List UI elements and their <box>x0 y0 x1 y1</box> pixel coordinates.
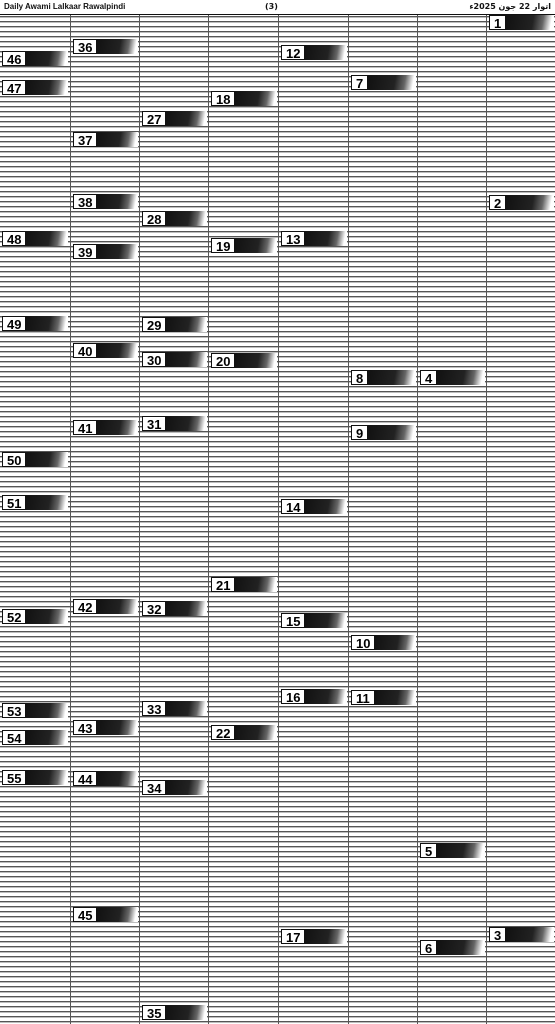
newspaper-title: Daily Awami Lalkaar Rawalpindi <box>4 2 126 11</box>
ad-heading-10: 10 <box>351 635 416 650</box>
ad-heading-45: 45 <box>73 907 138 922</box>
ad-column-1 <box>0 15 70 1024</box>
ad-heading-16: 16 <box>281 689 347 704</box>
ad-heading-52: 52 <box>2 609 68 624</box>
ad-column-5 <box>278 15 348 1024</box>
ad-heading-8: 8 <box>351 370 416 385</box>
ad-heading-22: 22 <box>211 725 277 740</box>
masthead-strip <box>0 0 555 15</box>
ad-heading-34: 34 <box>142 780 207 795</box>
ad-heading-2: 2 <box>489 195 554 210</box>
ad-heading-36: 36 <box>73 39 138 54</box>
ad-heading-9: 9 <box>351 425 416 440</box>
issue-date: اتوار 22 جون 2025ء <box>469 2 551 11</box>
ad-heading-43: 43 <box>73 720 138 735</box>
ad-heading-41: 41 <box>73 420 138 435</box>
ad-heading-3: 3 <box>489 927 554 942</box>
ad-column-4 <box>208 15 278 1024</box>
ad-heading-49: 49 <box>2 316 68 331</box>
ad-heading-31: 31 <box>142 416 207 431</box>
ad-heading-7: 7 <box>351 75 416 90</box>
ad-heading-30: 30 <box>142 352 207 367</box>
ad-heading-38: 38 <box>73 194 138 209</box>
ad-heading-21: 21 <box>211 577 277 592</box>
ad-heading-33: 33 <box>142 701 207 716</box>
ad-heading-54: 54 <box>2 730 68 745</box>
ad-heading-17: 17 <box>281 929 347 944</box>
ad-heading-13: 13 <box>281 231 347 246</box>
ad-heading-47: 47 <box>2 80 68 95</box>
ad-heading-6: 6 <box>420 940 485 955</box>
ad-heading-39: 39 <box>73 244 138 259</box>
ad-heading-18: 18 <box>211 91 277 106</box>
ad-heading-19: 19 <box>211 238 277 253</box>
ad-heading-46: 46 <box>2 51 68 66</box>
classified-ads-page <box>0 15 555 1024</box>
ad-heading-11: 11 <box>351 690 416 705</box>
ad-heading-1: 1 <box>489 15 554 30</box>
ad-heading-4: 4 <box>420 370 485 385</box>
ad-heading-40: 40 <box>73 343 138 358</box>
ad-heading-44: 44 <box>73 771 138 786</box>
ad-column-3 <box>139 15 208 1024</box>
ad-heading-50: 50 <box>2 452 68 467</box>
ad-heading-15: 15 <box>281 613 347 628</box>
ad-heading-28: 28 <box>142 211 207 226</box>
ad-column-7 <box>417 15 486 1024</box>
ad-column-6 <box>348 15 417 1024</box>
ad-heading-27: 27 <box>142 111 207 126</box>
ad-heading-51: 51 <box>2 495 68 510</box>
ad-heading-5: 5 <box>420 843 485 858</box>
ad-heading-29: 29 <box>142 317 207 332</box>
ad-heading-37: 37 <box>73 132 138 147</box>
ad-heading-32: 32 <box>142 601 207 616</box>
ad-heading-53: 53 <box>2 703 68 718</box>
ad-heading-35: 35 <box>142 1005 207 1020</box>
ad-heading-55: 55 <box>2 770 68 785</box>
ad-heading-48: 48 <box>2 231 68 246</box>
ad-heading-14: 14 <box>281 499 347 514</box>
ad-heading-20: 20 <box>211 353 277 368</box>
ad-heading-42: 42 <box>73 599 138 614</box>
ad-column-2 <box>70 15 139 1024</box>
page-number: (3) <box>265 2 278 11</box>
ad-column-8 <box>486 15 555 1024</box>
ad-heading-12: 12 <box>281 45 347 60</box>
